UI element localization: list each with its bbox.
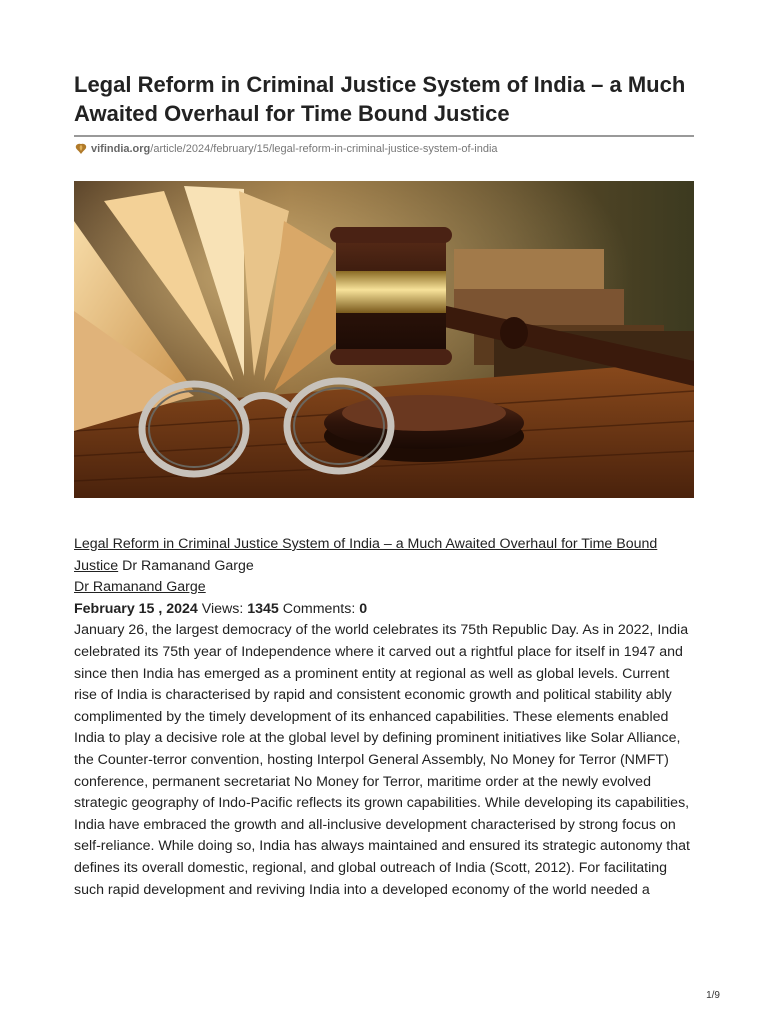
article-title: Legal Reform in Criminal Justice System of India – a Much Awaited Overhaul for Time Bound Justice xyxy=(74,72,686,126)
views-count: 1345 xyxy=(247,600,279,617)
article-meta xyxy=(74,601,367,617)
author-link[interactable]: Dr Ramanand Garge xyxy=(74,579,206,596)
hero-image xyxy=(74,181,694,498)
comments-count: 0 xyxy=(359,600,368,617)
views-label: Views: xyxy=(197,600,248,617)
article-body xyxy=(74,534,694,901)
source-path: /article/2024/february/15/legal-reform-in-criminal-justice-system-of-india xyxy=(150,143,498,155)
author-inline: Dr Ramanand Garge xyxy=(118,557,254,574)
vif-logo-icon xyxy=(74,142,88,156)
article-title-link[interactable]: Legal Reform in Criminal Justice System of India – a Much Awaited Overhaul for Time Bound Justice xyxy=(74,536,658,574)
title-divider xyxy=(74,135,694,137)
article-paragraph: January 26, the largest democracy of the world celebrates its 75th Republic Day. As in 2022, India celebrated its 75th year of Independence where it carved out a rightful place for itself in 1947 and since then India has emerged as a prominent entity at regional as well as global levels. Current rise of India is characterised by rapid and consistent economic growth and political stability ably complimented by the timely development of its enhanced capabilities. These elements enabled India to play a decisive role at the global level by defining prominent initiatives like Solar Alliance, the Counter-terror convention, hosting Interpol General Assembly, No Money for Terror (NMFT) conference, permanent secretariat No Money for Terror, maritime order at the newly evolved strategic geography of Indo-Pacific reflects its grown capabilities. While developing its capabilities, India have embraced the growth and all-inclusive development characterised by strong focus on self-reliance. While doing so, India has always maintained and ensured its strategic autonomy that defines its overall domestic, regional, and global outreach of India (Scott, 2012). For facilitating such rapid development and reviving India into a developed economy of the world needed a xyxy=(74,622,690,898)
comments-label: Comments: xyxy=(278,600,360,617)
publish-date: February 15 , 2024 xyxy=(74,600,198,617)
page-number: 1/9 xyxy=(706,990,720,1001)
source-domain: vifindia.org xyxy=(91,143,151,155)
source-url[interactable] xyxy=(74,142,498,156)
